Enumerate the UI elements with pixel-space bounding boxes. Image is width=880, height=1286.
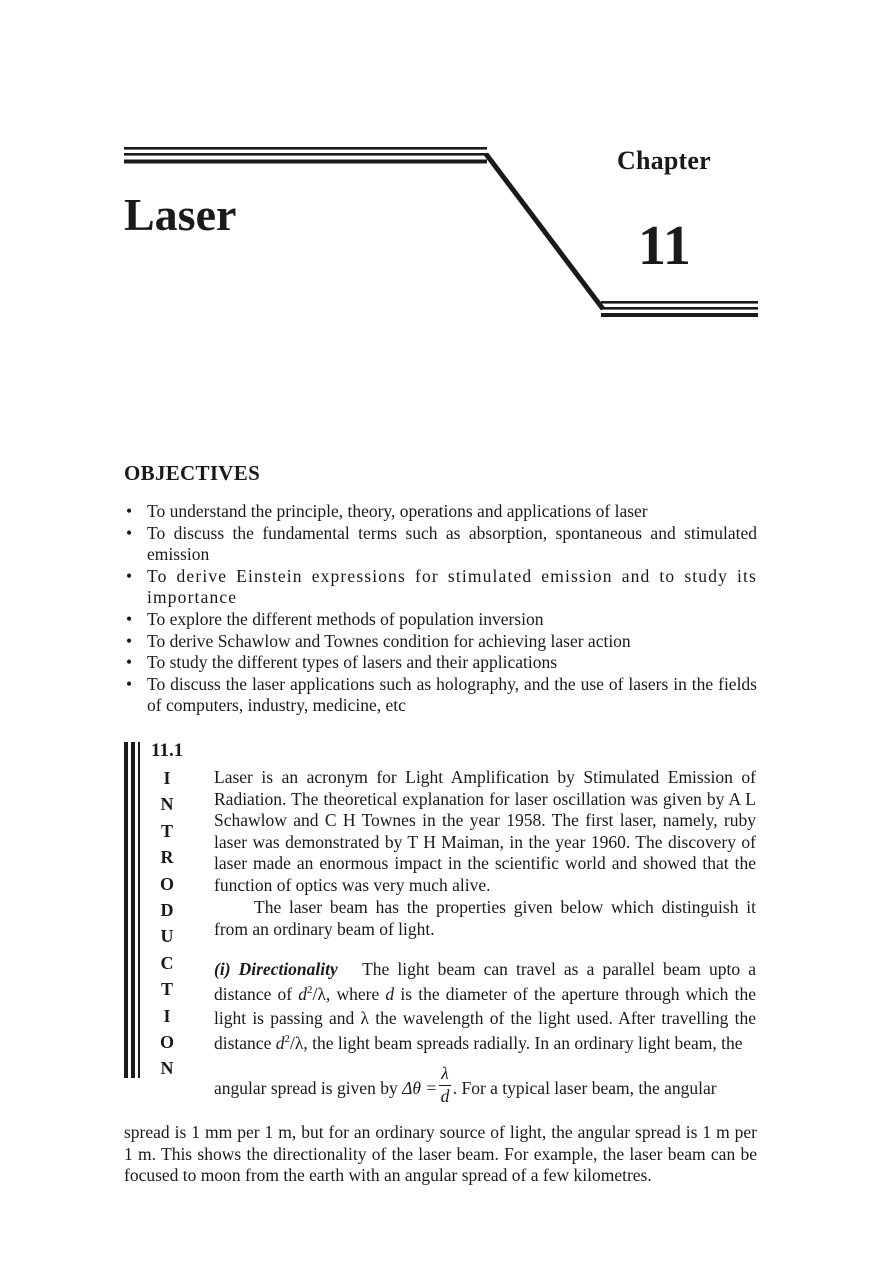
section-title-letter: N	[160, 794, 174, 815]
section-title-vertical	[152, 765, 182, 1082]
formula-fraction: $\frac{\lambda}{d}$	[440, 1063, 450, 1106]
section-side-bars	[124, 742, 146, 1078]
objectives-list	[124, 501, 757, 717]
objective-item: • To discuss the laser applications such as holography, and the use of lasers in the fields of computers, industry, medicine, etc	[126, 673, 757, 716]
section-title-letter: N	[160, 1058, 174, 1079]
objective-item: • To derive Schawlow and Townes condition for achieving laser action	[126, 630, 631, 651]
section-title-letter: O	[159, 873, 174, 894]
section-title-letter: I	[163, 768, 171, 788]
section-title-letter: D	[160, 900, 174, 921]
intro-paragraph: Laser is an acronym for Light Amplification by Stimulated Emission of Radiation. The theoretical explanation for laser oscillation was given by A L Schawlow and C H Townes in the year 1958. The first laser, namely, ruby laser was demonstrated by T H Maiman, in the year 1960. The discovery of laser made an enormous impact in the scientific world and showed that the function of optics was very much alive.	[214, 767, 756, 895]
section-title-letter: T	[160, 979, 173, 1000]
chapter-header-graphic	[0, 0, 880, 340]
section-title-letter: T	[160, 820, 173, 841]
objective-item: • To explore the different methods of population inversion	[126, 608, 544, 629]
chapter-label: Chapter	[617, 146, 711, 175]
section-title-letter: O	[159, 1032, 174, 1053]
objectives-heading: OBJECTIVES	[124, 461, 261, 485]
objective-item: • To discuss the fundamental terms such as absorption, spontaneous and stimulated emission	[126, 522, 757, 565]
section-title-letter: U	[160, 926, 174, 947]
chapter-number: 11	[638, 215, 691, 277]
directionality-paragraph: (i) Directionality The light beam can travel as a parallel beam upto a distance of $d^2/\lambda$, where d is the diameter of the aperture through which the light is passing and λ the wavelength of the light used. After travelling the distance $d^2/\lambda$, the light beam spreads radially. In an ordinary light beam, the	[214, 959, 757, 1053]
section-title-letter: I	[163, 1005, 171, 1026]
objective-item: • To derive Einstein expressions for stimulated emission and to study its importance	[126, 565, 757, 608]
section-title-letter: R	[160, 847, 174, 868]
formula-lhs: Δθ =	[402, 1078, 438, 1099]
angular-spread-line: angular spread is given by Δθ = $\frac{\lambda}{d}$ . For a typical laser beam, the angular	[214, 1063, 717, 1106]
directionality-term: (i) Directionality	[214, 959, 338, 979]
chapter-title: Laser	[124, 189, 237, 240]
properties-paragraph: The laser beam has the properties given below which distinguish it from an ordinary beam of light.	[214, 897, 756, 939]
section-number: 11.1	[151, 740, 184, 761]
objective-item: • To understand the principle, theory, operations and applications of laser	[126, 501, 648, 521]
spread-paragraph: spread is 1 mm per 1 m, but for an ordinary source of light, the angular spread is 1 m per 1 m. This shows the directionality of the laser beam. For example, the laser beam can be focused to moon from the earth with an angular spread of a few kilometres.	[124, 1122, 757, 1186]
section-title-letter: C	[160, 952, 174, 973]
objective-item: • To study the different types of lasers and their applications	[126, 652, 558, 673]
